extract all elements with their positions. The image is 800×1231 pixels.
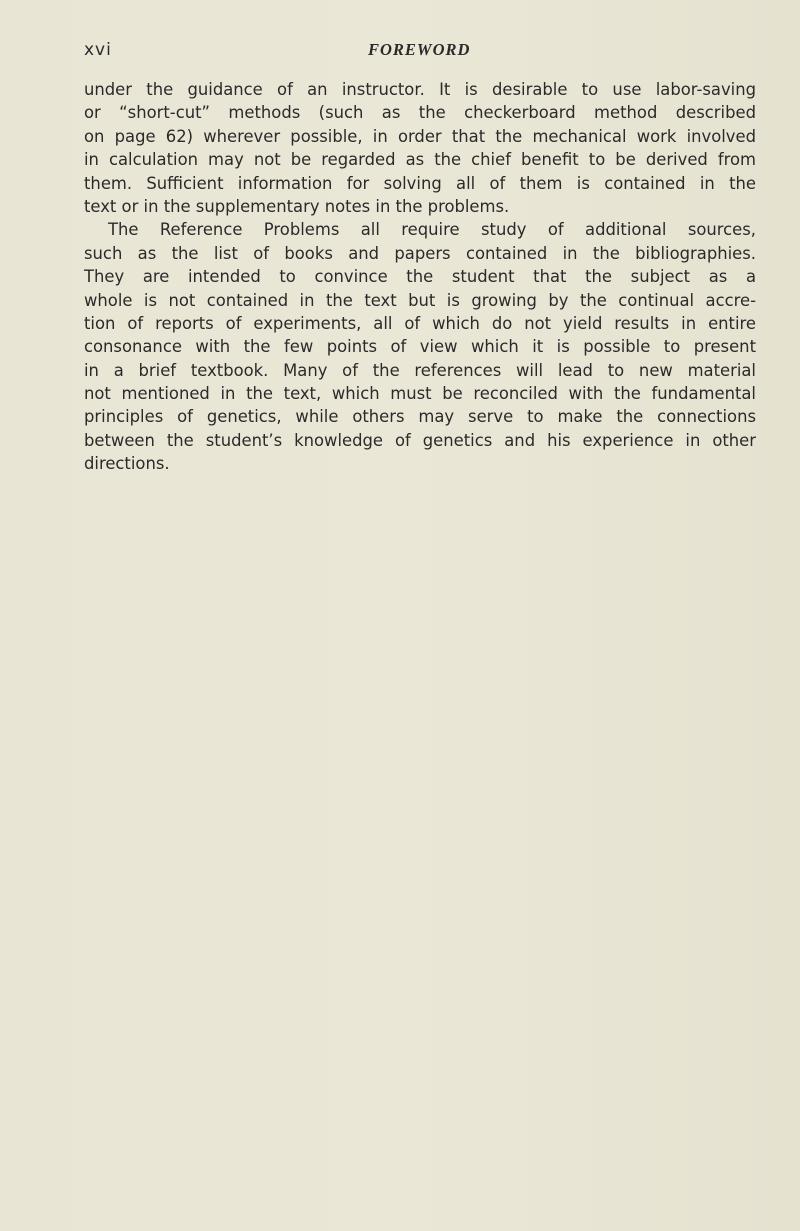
section-title: FOREWORD bbox=[368, 40, 471, 59]
text-line: principles of genetics, while others may serve to make the connections bbox=[84, 407, 756, 427]
paragraph-start-line: The Reference Problems all require study of additional sources, bbox=[108, 220, 756, 240]
text-line: not mentioned in the text, which must be reconciled with the fundamental bbox=[84, 384, 756, 404]
text-line: tion of reports of experiments, all of which do not yield results in entire bbox=[84, 313, 756, 333]
text-line: on page 62) wherever possible, in order that the mechanical work involved bbox=[84, 126, 756, 146]
text-line: in calculation may not be regarded as the chief benefit to be derived from bbox=[84, 150, 756, 170]
text-line: text or in the supplementary notes in the problems. bbox=[84, 196, 510, 216]
text-line: consonance with the few points of view which it is possible to present bbox=[84, 337, 756, 357]
text-line: such as the list of books and papers contained in the bibliographies. bbox=[84, 243, 756, 263]
text-line: in a brief textbook. Many of the references will lead to new material bbox=[84, 360, 756, 380]
running-header bbox=[84, 40, 756, 62]
page-number: xvi bbox=[84, 40, 112, 60]
text-line: between the student’s knowledge of genetics and his experience in other bbox=[84, 430, 756, 450]
text-line: under the guidance of an instructor. It is desirable to use labor-saving bbox=[84, 80, 756, 99]
text-line: or “short-cut” methods (such as the checkerboard method described bbox=[84, 103, 756, 123]
text-line: them. Sufficient information for solving all of them is contained in the bbox=[84, 173, 756, 193]
text-line: whole is not contained in the text but is growing by the continual accre- bbox=[84, 290, 756, 310]
body-text bbox=[84, 78, 756, 476]
text-line: directions. bbox=[84, 454, 170, 474]
text-line: They are intended to convince the student that the subject as a bbox=[84, 267, 756, 287]
